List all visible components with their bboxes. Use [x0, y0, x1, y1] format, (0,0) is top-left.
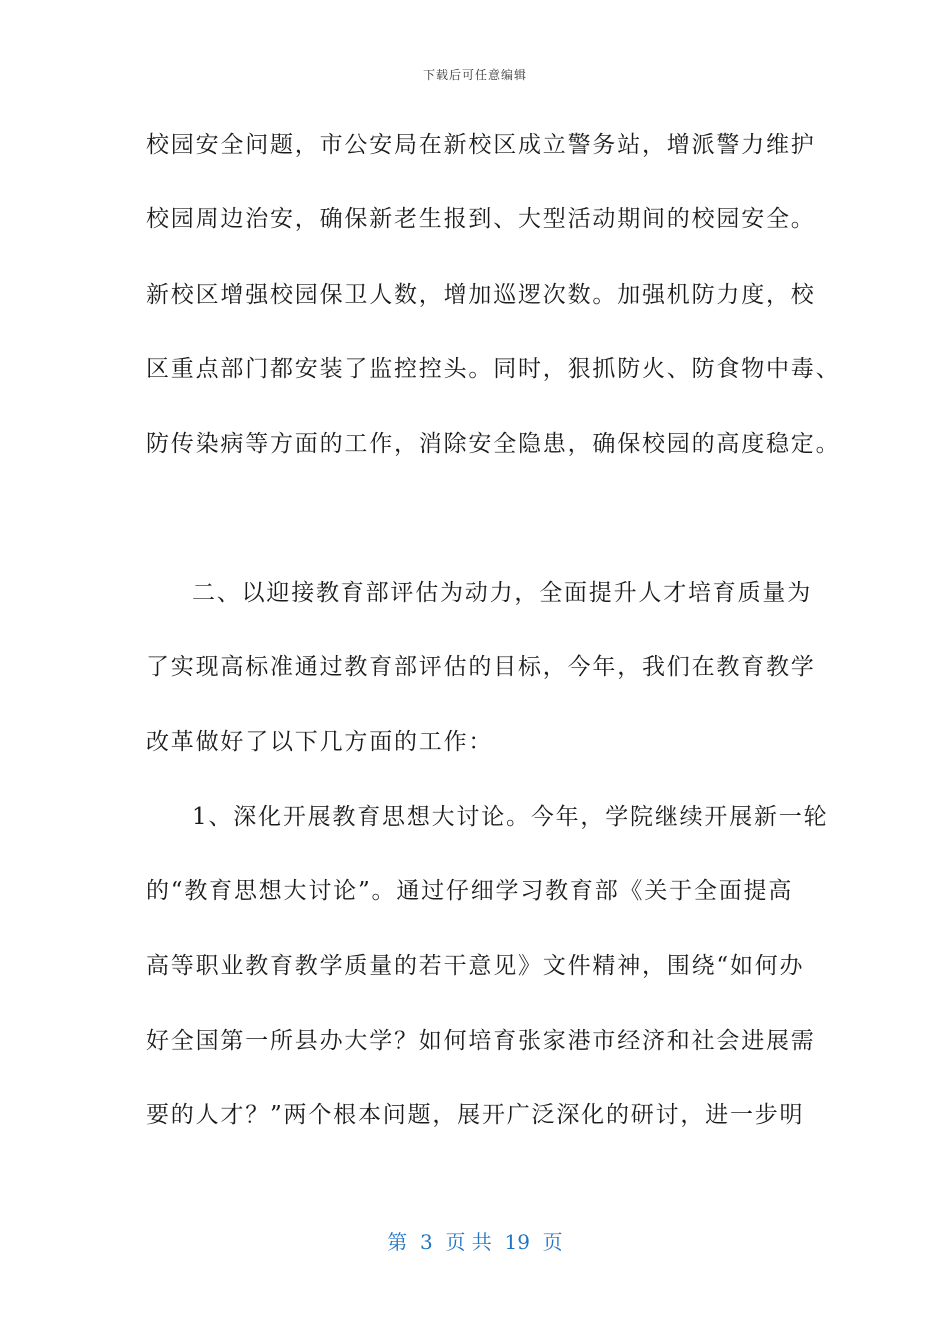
paragraph-line: 改革做好了以下几方面的工作：: [146, 729, 494, 755]
paragraph-line: 校园周边治安，确保新老生报到、大型活动期间的校园安全。: [146, 206, 816, 232]
page-number-footer: 第 3 页 共 19 页: [387, 1230, 563, 1254]
paragraph-line: 新校区增强校园保卫人数，增加巡逻次数。加强机防力度，校: [146, 282, 816, 308]
section-heading-line: 二、以迎接教育部评估为动力，全面提升人才培育质量为: [192, 580, 812, 606]
paragraph-line: 要的人才？”两个根本问题，展开广泛深化的研讨，进一步明: [146, 1102, 805, 1128]
list-item-line: 1、深化开展教育思想大讨论。今年，学院继续开展新一轮: [192, 804, 829, 830]
paragraph-line: 校园安全问题，市公安局在新校区成立警务站，增派警力维护: [146, 132, 816, 158]
page-header: 下载后可任意编辑: [422, 68, 527, 82]
paragraph-line: 高等职业教育教学质量的若干意见》文件精神，围绕“如何办: [146, 953, 805, 979]
paragraph-line: 好全国第一所县办大学？如何培育张家港市经济和社会进展需: [146, 1028, 816, 1054]
paragraph-line: 的“教育思想大讨论”。通过仔细学习教育部《关于全面提高: [146, 878, 794, 904]
paragraph-line: 防传染病等方面的工作，消除安全隐患，确保校园的高度稳定。: [146, 431, 841, 457]
paragraph-line: 区重点部门都安装了监控控头。同时，狠抓防火、防食物中毒、: [146, 356, 841, 382]
paragraph-line: 了实现高标准通过教育部评估的目标，今年，我们在教育教学: [146, 654, 816, 680]
